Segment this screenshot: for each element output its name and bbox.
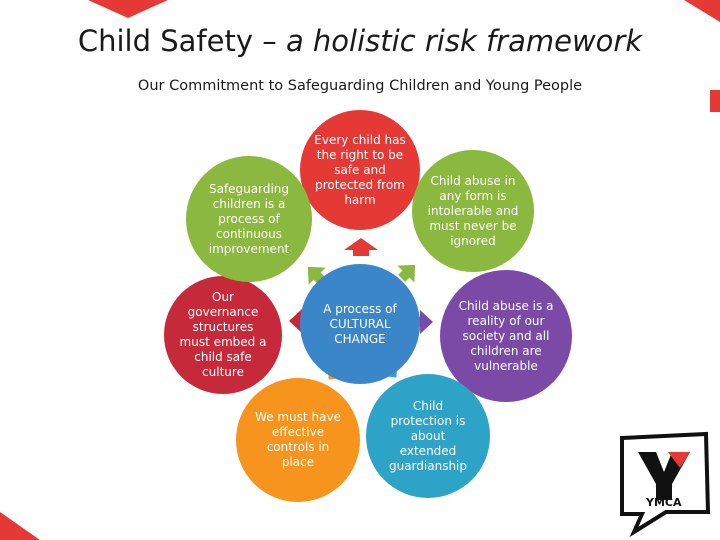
center-text: A process of CULTURAL CHANGE [323, 301, 397, 346]
circle-text: Child protection is about extended guardianship [388, 398, 468, 473]
circle-text: Child abuse is a reality of our society and all children are vulnerable [458, 298, 554, 373]
circle-extended-guardianship [366, 374, 490, 498]
slide-subtitle: Our Commitment to Safeguarding Children and Young People [137, 78, 583, 94]
circle-effective-controls [236, 378, 360, 502]
logo-label: YMCA [646, 496, 682, 509]
circle-right-to-be-safe [300, 110, 420, 230]
circle-text: Child abuse in any form is intolerable and must never be ignored [427, 173, 519, 248]
circle-abuse-intolerable [412, 150, 534, 272]
circle-text: Every child has the right to be safe and protected from harm [314, 132, 406, 207]
circle-continuous-improvement [186, 156, 312, 282]
title-main: Child Safety – [77, 24, 286, 58]
circle-text: We must have effective controls in place [255, 410, 341, 469]
ymca-logo-icon [616, 428, 712, 540]
circle-text: Our governance structures must embed a child safe culture [179, 290, 267, 379]
circle-governance [164, 276, 282, 394]
center-circle-cultural-change [300, 264, 420, 384]
circle-text: Safeguarding children is a process of continuous improvement [208, 181, 290, 256]
title-italic: a holistic risk framework [285, 24, 643, 58]
arrow-up [344, 238, 378, 256]
